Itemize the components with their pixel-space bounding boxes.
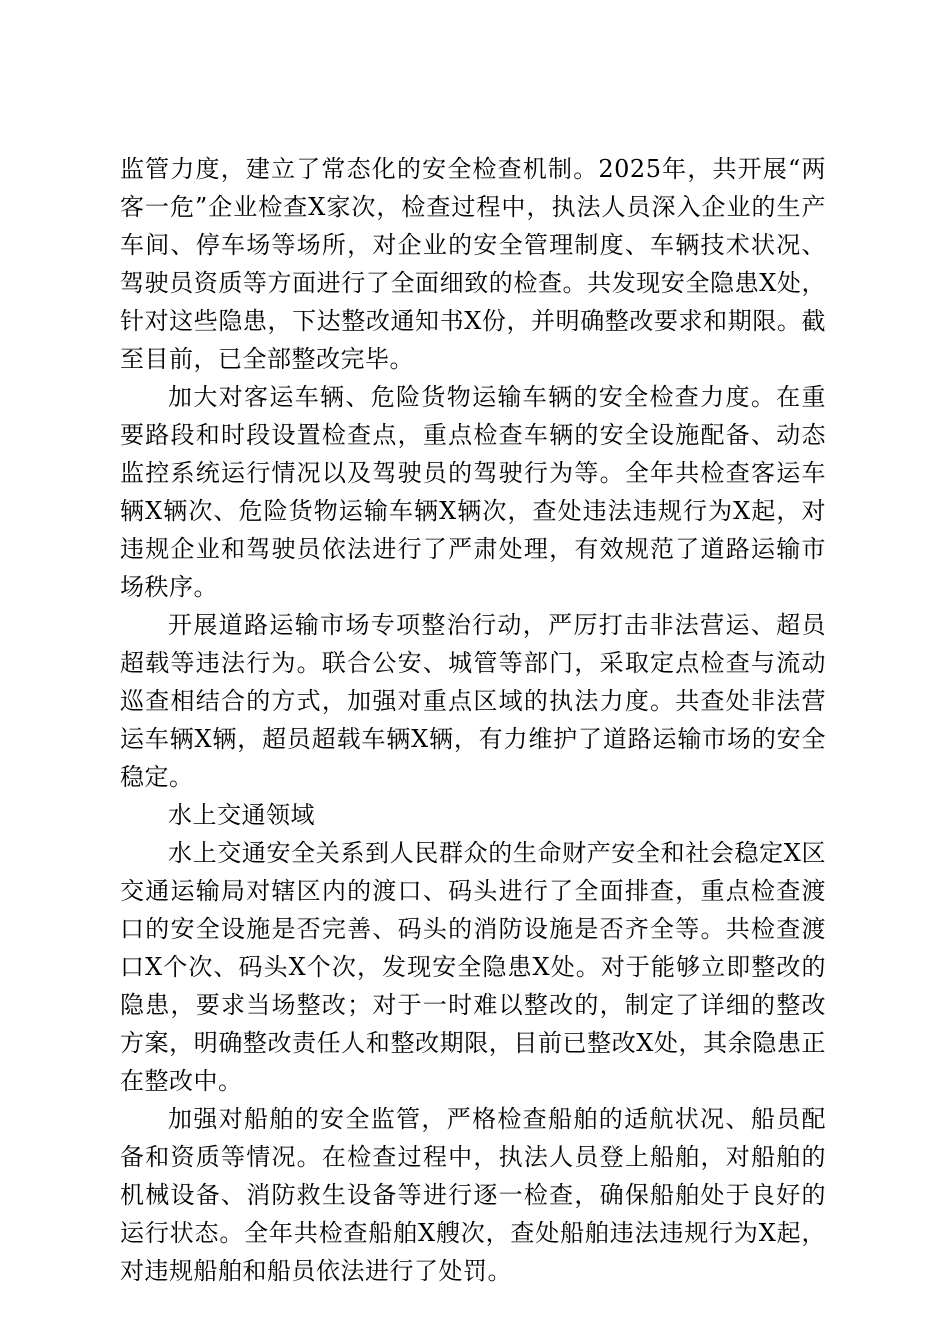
paragraph-supervision: 监管力度，建立了常态化的安全检查机制。2025年，共开展“两客一危”企业检查X家次，检查过程中，执法人员深入企业的生产车间、停车场等场所，对企业的安全管理制度、车辆技术状况、驾驶员资质等方面进行了全面细致的检查。共发现安全隐患X处，针对这些隐患，下达整改通知书X份，并明确整改要求和期限。截至目前，已全部整改完毕。 <box>120 155 826 373</box>
paragraph-vehicle-inspection: 加大对客运车辆、危险货物运输车辆的安全检查力度。在重要路段和时段设置检查点，重点检查车辆的安全设施配备、动态监控系统运行情况以及驾驶员的驾驶行为等。全年共检查客运车辆X辆次、危险货物运输车辆X辆次，查处违法违规行为X起，对违规企业和驾驶员依法进行了严肃处理，有效规范了道路运输市场秩序。 <box>120 383 826 601</box>
paragraph-market-rectification: 开展道路运输市场专项整治行动，严厉打击非法营运、超员超载等违法行为。联合公安、城管等部门，采取定点检查与流动巡查相结合的方式，加强对重点区域的执法力度。共查处非法营运车辆X辆，超员超载车辆X辆，有力维护了道路运输市场的安全稳定。 <box>120 611 826 791</box>
document-body <box>120 150 826 1290</box>
paragraph-ship-supervision: 加强对船舶的安全监管，严格检查船舶的适航状况、船员配备和资质等情况。在检查过程中，执法人员登上船舶，对船舶的机械设备、消防救生设备等进行逐一检查，确保船舶处于良好的运行状态。全年共检查船舶X艘次，查处船舶违法违规行为X起，对违规船舶和船员依法进行了处罚。 <box>120 1105 826 1285</box>
paragraph-ferry-inspection: 水上交通安全关系到人民群众的生命财产安全和社会稳定X区交通运输局对辖区内的渡口、码头进行了全面排查，重点检查渡口的安全设施是否完善、码头的消防设施是否齐全等。共检查渡口X个次、码头X个次，发现安全隐患X处。对于能够立即整改的隐患，要求当场整改；对于一时难以整改的，制定了详细的整改方案，明确整改责任人和整改期限，目前已整改X处，其余隐患正在整改中。 <box>120 839 826 1095</box>
section-heading-water-traffic: 水上交通领域 <box>168 801 315 829</box>
